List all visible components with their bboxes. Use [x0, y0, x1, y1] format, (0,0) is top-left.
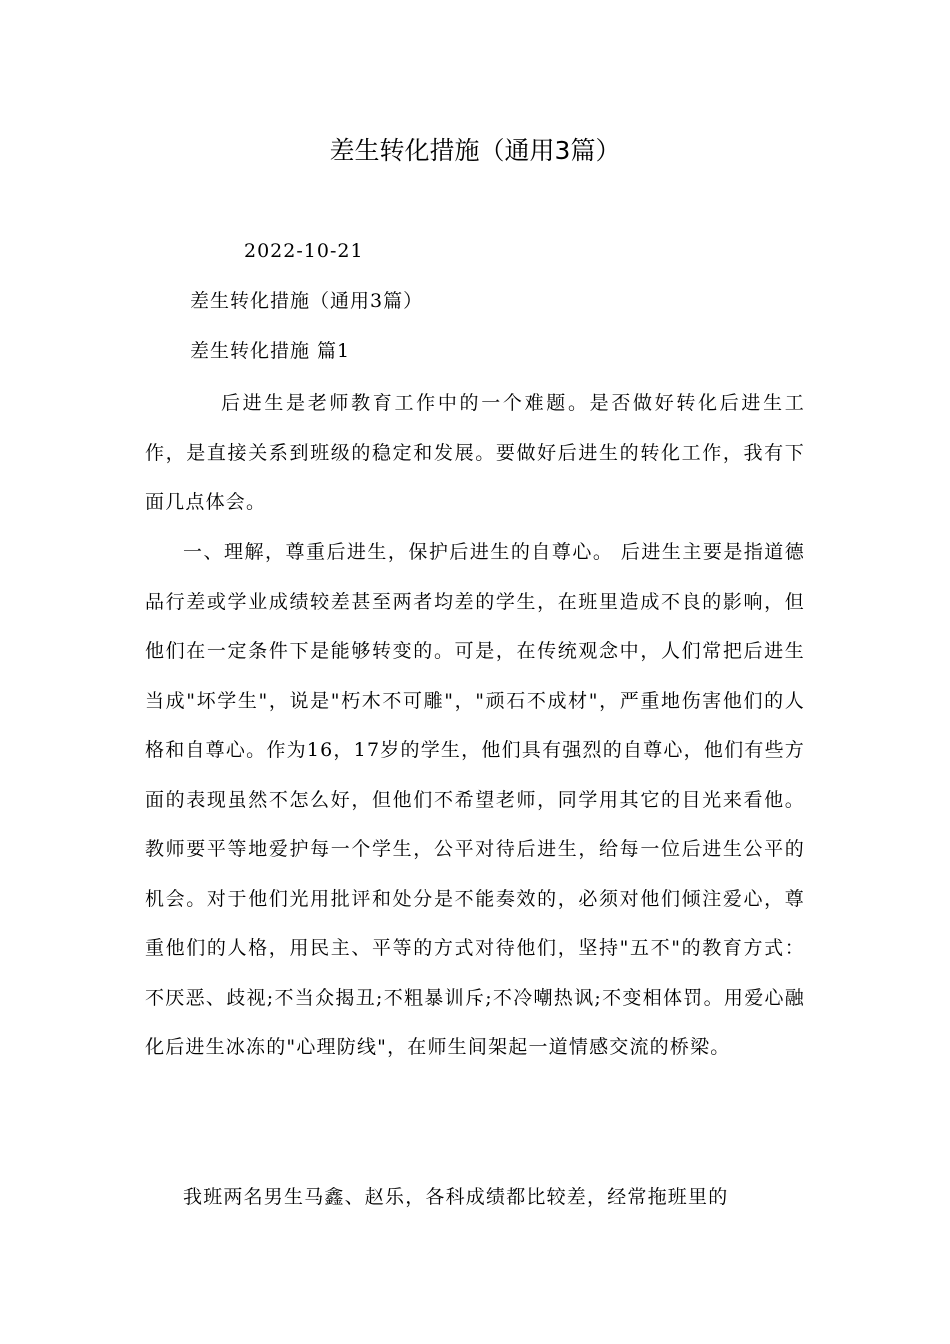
paragraph-point-one: 一、理解，尊重后进生，保护后进生的自尊心。 后进生主要是指道德品行差或学业成绩较差甚至两者均差的学生，在班里造成不良的影响，但他们在一定条件下是能够转变的。可是，在传统观念中，人们常把后进生当成"坏学生"，说是"朽木不可雕"，"顽石不成材"，严重地伤害他们的人格和自尊心。作为16，17岁的学生，他们具有强烈的自尊心，他们有些方面的表现虽然不怎么好，但他们不希望老师，同学用其它的目光来看他。教师要平等地爱护每一个学生，公平对待后进生，给每一位后进生公平的机会。对于他们光用批评和处分是不能奏效的，必须对他们倾注爱心，尊重他们的人格，用民主、平等的方式对待他们，坚持"五不"的教育方式：不厌恶、歧视;不当众揭丑;不粗暴训斥;不冷嘲热讽;不变相体罚。用爱心融化后进生冰冻的"心理防线"，在师生间架起一道情感交流的桥梁。 [145, 541, 805, 1058]
document-subtitle: 差生转化措施（通用3篇） [190, 290, 424, 312]
document-title: 差生转化措施（通用3篇） [329, 136, 621, 165]
document-date: 2022-10-21 [244, 240, 364, 262]
section-heading: 差生转化措施 篇1 [190, 340, 351, 362]
paragraph-example: 我班两名男生马鑫、赵乐，各科成绩都比较差，经常拖班里的 [183, 1186, 729, 1208]
paragraph-intro: 后进生是老师教育工作中的一个难题。是否做好转化后进生工作，是直接关系到班级的稳定和发展。要做好后进生的转化工作，我有下面几点体会。 [145, 392, 805, 513]
